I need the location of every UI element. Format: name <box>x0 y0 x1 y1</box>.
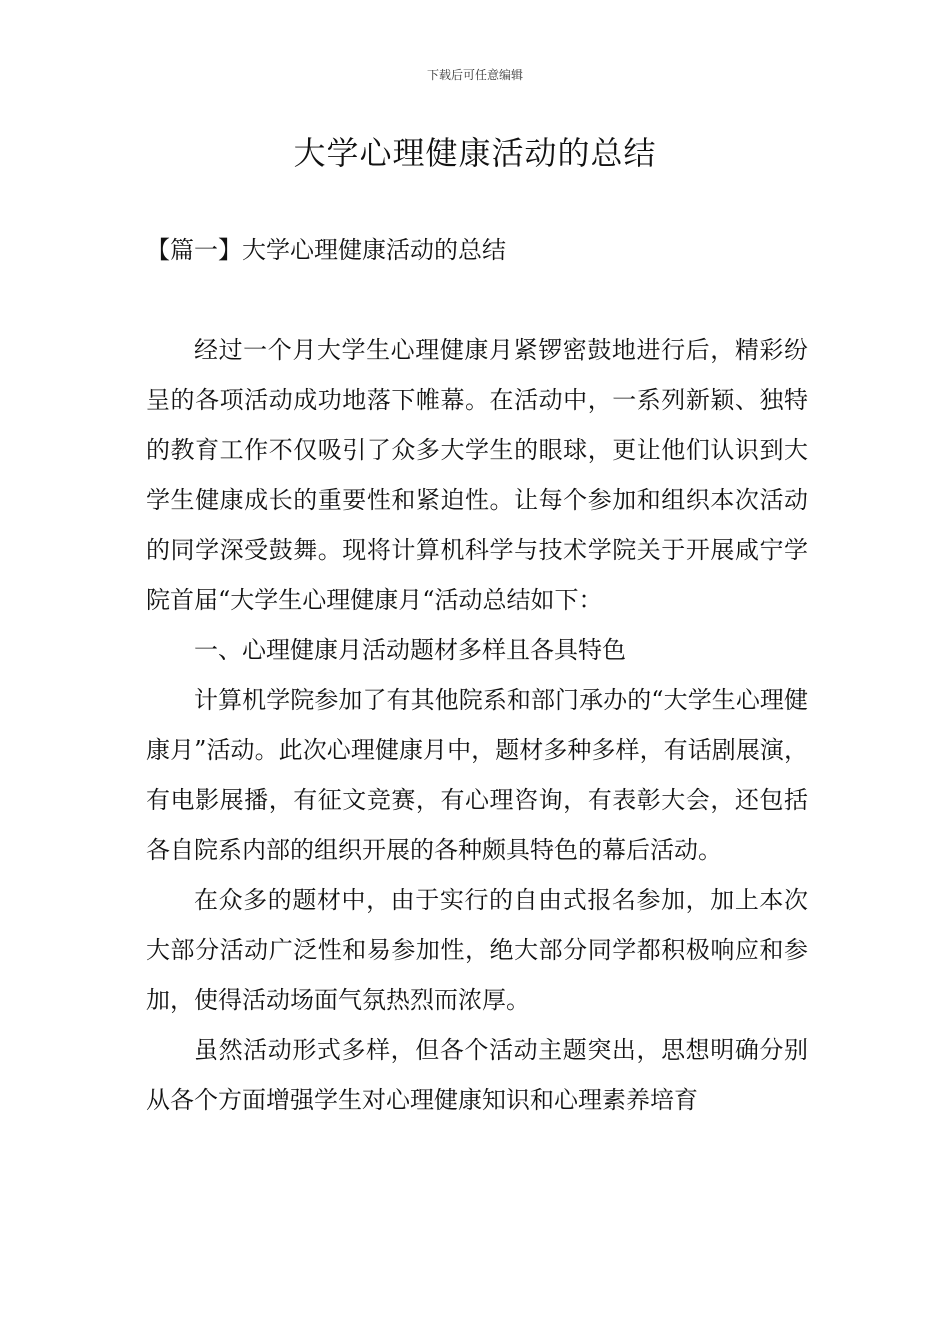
paragraph-intro: 经过一个月大学生心理健康月紧锣密鼓地进行后，精彩纷呈的各项活动成功地落下帷幕。在活动中，一系列新颖、独特的教育工作不仅吸引了众多大学生的眼球，更让他们认识到大学生健康成长的重要性和紧迫性。让每个参加和组织本次活动的同学深受鼓舞。现将计算机科学与技术学院关于开展咸宁学院首届“大学生心理健康月“活动总结如下： <box>146 336 808 614</box>
document-title: 大学心理健康活动的总结 <box>293 134 657 172</box>
paragraph-participation: 在众多的题材中，由于实行的自由式报名参加，加上本次大部分活动广泛性和易参加性，绝大部分同学都积极响应和参加，使得活动场面气氛热烈而浓厚。 <box>146 886 808 1014</box>
paragraph-subheading: 一、心理健康月活动题材多样且各具特色 <box>194 636 626 664</box>
paragraph-activities: 计算机学院参加了有其他院系和部门承办的“大学生心理健康月”活动。此次心理健康月中，题材多种多样，有话剧展演，有电影展播，有征文竞赛，有心理咨询，有表彰大会，还包括各自院系内部的组织开展的各种颇具特色的幕后活动。 <box>146 686 808 864</box>
section-heading: 【篇一】大学心理健康活动的总结 <box>146 236 506 264</box>
paragraph-themes: 虽然活动形式多样，但各个活动主题突出，思想明确分别从各个方面增强学生对心理健康知识和心理素养培育 <box>146 1036 808 1114</box>
body-text <box>146 325 808 1125</box>
header-note: 下载后可任意编辑 <box>426 68 523 82</box>
